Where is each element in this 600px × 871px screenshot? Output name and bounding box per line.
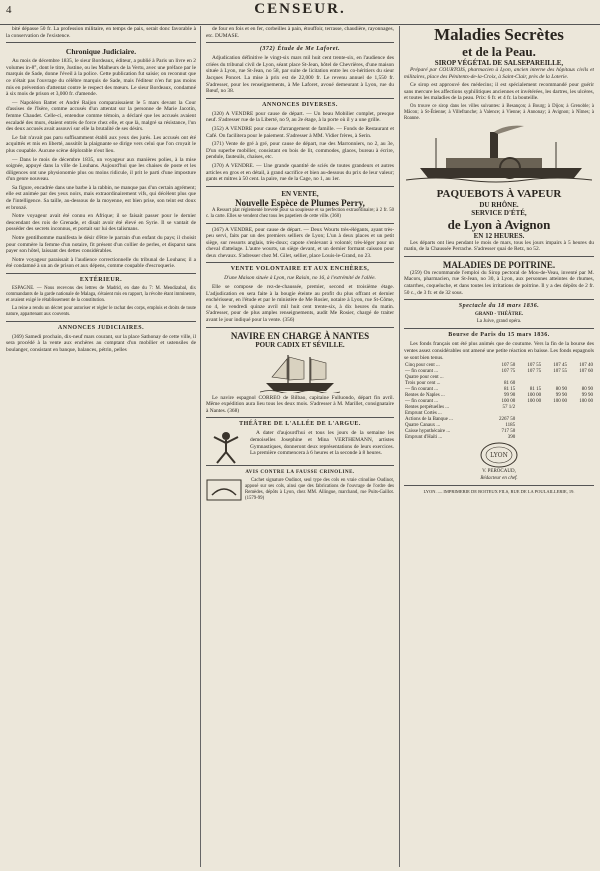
quote-label: Rentes de Naples ... xyxy=(405,393,445,399)
preparateur-text: Préparé par COURTOIS, pharmacien à Lyon, ancien interne des hôpitaux civils et militaires, place des Pénitents-de-la-Croix, à Saint-Clair, près de la Loterie. xyxy=(404,67,594,80)
sailing-ship-icon xyxy=(260,351,340,393)
exterieur-title: EXTÉRIEUR. xyxy=(79,277,123,283)
quote-label: Caisse hypothécaire ... xyxy=(405,429,451,435)
page-header xyxy=(0,0,600,25)
avis-title: AVIS CONTRE LA FAUSSE CRINOLINE. xyxy=(245,470,355,476)
quote-value: 107 55 xyxy=(527,363,542,369)
divider xyxy=(6,42,196,43)
quote-value: 100 00 xyxy=(553,399,568,405)
spectacle-date: Spectacle du 18 mars 1836. xyxy=(458,303,540,310)
chronique-paragraph: — Dans le mois de décembre 1835, un voyageur aux manières polies, à la mise soignée, appuyé dans la ville de Louhans. Aujourd'hui que les chaises de poste et les diligences ont une physionomie plus ou moins ridicule, il prit le parti d'une imposture d'un genre nouveau. xyxy=(6,156,196,183)
classified-ad: (352) A VENDRE pour cause d'arrangement de famille. — Fonds de Restaurant et Café. On facilitera pour le paiement. S'adresser à MM. Vidier frères, à Serin. xyxy=(206,125,394,139)
quote-value: 80 90 xyxy=(581,387,593,393)
poitrine-title: MALADIES DE POITRINE. xyxy=(442,259,556,270)
navire-subtitle: POUR CADIX ET SÉVILLE. xyxy=(255,340,345,349)
annonce-judiciaire-text: (369) Samedi prochain, dix-neuf mars courant, sur la place Sathonay de cette ville, il sera procédé à la vente aux enchères au comptant d'un mobilier et ustensiles de boulanger, consistant en banque, balances, pétrin, pelles xyxy=(6,333,196,353)
theatre-title: THÉÂTRE DE L'ALLÉE DE L'ARGUE. xyxy=(239,421,361,428)
quote-value: 107 50 xyxy=(501,363,516,369)
steamboat-icon xyxy=(406,124,592,186)
quote-value: 99 90 xyxy=(555,393,568,399)
quote-value: 2267 50 xyxy=(498,417,516,423)
collar-emblem-icon xyxy=(206,479,242,501)
quote-value: 107 75 xyxy=(501,369,516,375)
quote-value: 100 00 xyxy=(579,399,593,405)
divider xyxy=(404,299,594,300)
quote-value: 1185 xyxy=(505,423,516,429)
bourse-text: Les fonds français ont été plus animés que de coutume. Vers la fin de la bourse des ventes assez considérables ont amené une petite réaction en baisse. Les fonds espagnols se sont bien tenus. xyxy=(404,341,594,361)
quote-value: 717 50 xyxy=(501,429,516,435)
chronique-paragraph: Le fait n'avait pas paru suffisamment établi aux yeux des jurés. Les accusés ont été acquittés et mis en liberté, aussitôt la plaignante se dirige vers celui que l'on croyait le plus coupable. Aucune scène déplorable n'eut lieu. xyxy=(6,134,196,154)
imprint: LYON. — IMPRIMERIE DE BOITEUX FILS, RUE DE LA POULAILLERIE, 19. xyxy=(423,489,575,495)
route-text: Les départs ont lieu pendant le mois de mars, tous les jours impairs à 5 heures du matin, de la Chaussée Perrache. S'adresser quai de Retz, no 52. xyxy=(404,239,594,253)
quote-label: Actions de la Banque ... xyxy=(405,417,453,423)
quote-label: — fin courant ... xyxy=(405,369,439,375)
chronique-paragraph: Notre voyageur paraissait à l'audience correctionnelle du tribunal de Louhans; il a été condamné à un an de prison et aux dépens, comme coupable d'escroquerie. xyxy=(6,256,196,270)
column-2 xyxy=(206,26,394,867)
divider xyxy=(206,186,394,187)
quote-value: 100 00 xyxy=(527,393,542,399)
chronique-paragraph: Au mois de décembre 1835, le sieur Bordeaux, éditeur, a publié à Paris un livre en 2 volumes in-8°, dont le titre, Justine, ou les Malheurs de la Vertu, avec une préface par le marquis de Sade, donne l'éveil à la police. Cette publication fut saisie; on reconnut que ce n'était pas l'ouvrage du célèbre marquis de Sade, mais l'éditeur n'en fut pas moins mis en prévention d'attentat contre le respect des mœurs. Le sieur Bordeaux, condamné à six mois de prison et 3,000 fr. d'amende. xyxy=(6,58,196,98)
signature-role: Rédacteur en chef. xyxy=(480,475,518,481)
divider xyxy=(404,485,594,486)
route-title: de Lyon à Avignon xyxy=(447,216,551,232)
stock-quotes-table xyxy=(404,363,594,441)
paquebots-title: PAQUEBOTS À VAPEUR xyxy=(436,187,562,200)
maladies-subtitle: et de la Peau. xyxy=(462,44,536,59)
quote-value: 107 40 xyxy=(579,363,593,369)
quote-label: Cinq pour cent ... xyxy=(405,363,440,369)
quote-label: — fin courant ... xyxy=(405,399,439,405)
quote-value: 80 90 xyxy=(555,387,568,393)
column-rule xyxy=(399,26,400,867)
quote-value xyxy=(542,435,568,441)
quote-label: Emprunt d'Haïti ... xyxy=(405,435,443,441)
quote-value: 81 60 xyxy=(503,381,516,387)
quote-value: 99 90 xyxy=(581,393,593,399)
plumes-title: Nouvelle Espèce de Plumes Perry, xyxy=(235,197,365,208)
quote-label: Quatre pour cent ... xyxy=(405,375,444,381)
poitrine-text: (259) On recommande l'emploi du Sirop pectoral de Mou-de-Veau, inventé par M. Macors, pharmacien, rue St-Jean, no 30, à Lyon, aux personnes atteintes de rhumes, catarrhes, coqueluche, et dans toutes les irritations de poitrine. Il y a des dépôts de 2 fr. 50 c., de 3 fr. et de 32 sous. xyxy=(404,269,594,296)
divider xyxy=(206,417,394,418)
etude-text: Adjudication définitive le vingt-six mars mil huit cent trente-six, en l'audience des criées du tribunal civil de Lyon, séant place St-Jean, hôtel de Chevrières, d'une maison située à Lyon, rue St-Jean, no 58, par suite de licitation entre les co-héritiers du sieur Jacques Poncet. La mise à prix est de 22,000 fr. Le revenu annuel de 1,550 fr. S'adresser, pour les renseignements, à Me Laforet, avoué demeurant à Lyon, rue du Bœuf, no 38. xyxy=(206,55,394,95)
signature: V. PEROCAUD, xyxy=(482,469,516,475)
divider xyxy=(6,273,196,274)
divider xyxy=(404,328,594,329)
divider xyxy=(206,42,394,43)
quote-value: 100 00 xyxy=(501,399,516,405)
quote-label: Emprunt Cortès ... xyxy=(405,411,442,417)
annonces-diverses-title: ANNONCES DIVERSES. xyxy=(262,101,338,108)
continued-text: de four en fois et en fer, corbeilles à pain, étouffoir, terrasse, chaudière, rayonnages, etc. DUMASE. xyxy=(206,26,394,39)
depots-text: On trouve ce sirop dans les villes suivantes: à Besançon; à Bourg; à Dijon; à Grenoble; à Mâcon; à St-Étienne; à Villefranche; à Valence; à Vienne; à Annonay; à Avignon; à Nîmes; à Roanne. xyxy=(404,103,594,121)
quote-value: 81 15 xyxy=(529,387,542,393)
intro-text: bité dépasse 50 fr. La profession militaire, en temps de paix, serait donc favorable à la conservation de l'existence. xyxy=(6,26,196,39)
quote-value: 100 00 xyxy=(527,399,542,405)
chronique-title: Chronique Judiciaire. xyxy=(65,47,137,57)
column-rule xyxy=(200,26,201,867)
maladies-title: Maladies Secrètes xyxy=(434,26,564,44)
quote-label: Trois pour cent ... xyxy=(405,381,441,387)
quote-value: 107 45 xyxy=(553,363,568,369)
column-3 xyxy=(404,26,594,867)
service-label: SERVICE D'ÉTÉ, xyxy=(471,208,527,217)
quote-value: 57 1/2 xyxy=(502,405,516,411)
divider xyxy=(206,465,394,466)
etude-header: (372) Étude de Me Laforet. xyxy=(259,46,341,53)
quote-value: 390 xyxy=(507,435,516,441)
navire-title: NAVIRE EN CHARGE À NANTES xyxy=(230,330,370,341)
classified-ad: (370) A VENDRE. — Une grande quantité de sciés de toutes grandeurs et autres articles en gros et en détail, à grand sacrifice et bien au-dessous du prix de leur valeur; gants et mitres à 50 cent. la paire, rue de la Cage, no 1, au 1er. xyxy=(206,162,394,183)
acrobat-figure-icon xyxy=(206,431,246,465)
quote-label: Quatre Canaux ... xyxy=(405,423,441,429)
navire-text: Le navire espagnol CORREO de Bilbao, capitaine Fulluondo, départ fin avril. Même expédition aura lieu tous les deux mois. S'adresser à M. Marillet, consignataire à Nantes. (368) xyxy=(206,394,394,414)
theatre-name: GRAND - THÉÂTRE. xyxy=(474,312,524,318)
vente-title: VENTE VOLONTAIRE ET AUX ENCHÈRES, xyxy=(230,266,370,273)
quote-value: 81 15 xyxy=(503,387,516,393)
plumes-kicker: EN VENTE, xyxy=(281,189,319,198)
chronique-paragraph: Notre gentilhomme manifesta le désir d'être le parrain d'un enfant du pays; il choisit pour commère la femme d'un notaire, fit présent d'un collier de perles, et disparut sans payer son hôtel, laissant des dettes considérables. xyxy=(6,235,196,255)
quote-value: 107 75 xyxy=(527,369,542,375)
quote-value xyxy=(516,435,542,441)
quote-value xyxy=(568,435,594,441)
divider xyxy=(206,262,394,263)
vente-subtitle: D'une Maison située à Lyon, rue Raisin, no 16, à l'extrémité de l'allée. xyxy=(224,275,376,282)
divider xyxy=(206,327,394,328)
annonces-judiciaires-title: ANNONCES JUDICIAIRES. xyxy=(57,324,145,331)
bourse-title: Bourse de Paris du 15 mars 1836. xyxy=(448,332,550,339)
duration-label: EN 12 HEURES. xyxy=(473,231,525,240)
classified-ad: (371) Vente de gré à gré, pour cause de départ, rue des Marronniers, no 2, au 3e, D'un superbe mobilier, consistant en bois de lit, commodes, glaces, bureau à écrire, pendule, fauteuils, chaises, etc. xyxy=(206,141,394,161)
divider xyxy=(6,321,196,322)
sirop-title: SIROP VÉGÉTAL DE SALSEPAREILLE, xyxy=(434,59,564,67)
chronique-paragraph: — Napoléon Battet et André Raijon comparaissaient le 5 mars devant la Cour d'assises de l'Isère, comme accusés d'un attentat sur la personne de Marie Jacotin, femme Chaudet. Celle-ci, entendue comme témoin, a déclaré que les accusés avaient escaladé des murs, étaient entrés de force chez elle, et que là, malgré sa résistance, l'un des deux accusés avait assouvi sur elle la brutalité de ses désirs. xyxy=(6,99,196,133)
theatre-text: A dater d'aujourd'hui et tous les jours de la semaine les demoiselles Josephine et Mina VERTHEMANN, artistes Gymnastiques, donneront deux représentations de leurs exercices. La première commencera à 6 heures et la seconde à 8 heures. xyxy=(250,430,394,457)
quote-label: Rentes perpétuelles ... xyxy=(405,405,450,411)
avis-text: Cachet signature Oudinot, seul type des cols en vraie crinoline Oudinot, apposé sur ses cols, ainsi que des fabrications de l'ouvrage de l'ordre des Remèdes, dépôts à Lyon, chez MM. Allingue, marchand, rue Puits-Gaillot. (1579-99) xyxy=(245,478,394,502)
quote-value: 107 55 xyxy=(553,369,568,375)
divider xyxy=(206,98,394,99)
chronique-paragraph: Sa figure, encadrée dans une barbe à la rabbin, ne manque pas d'un certain agrément; elle est animée par des yeux noirs, mais extraordinairement vifs, qui décèlent plus que de l'intelligence. Sa taille, au-dessous de la moyenne, est bien prise, son teint est doux et bronzé. xyxy=(6,184,196,211)
chronique-paragraph: Notre voyageur avait été connu en Afrique; il se faisait passer pour le dernier descendant des rois de Grenade, et disait avoir été élevé en Syrie. Il se vantait de posséder des secrets inconnus, et portait sur lui des talismans. xyxy=(6,213,196,233)
vente-text: Elle se compose de rez-de-chaussée, premier, second et troisième étage. L'adjudication en sera faite à la bougie éteinte au profit du plus offrant et dernier enchérisseur, en l'étude et par le ministère de Me Rosier, notaire à Lyon, rue St-Côme, no 4, le vendredi quinze avril mil huit cent trente-six, à dix heures du matin. S'adresser, pour de plus amples renseignements, audit Me Rosier, chargé de traiter avant le jour indiqué pour la vente. (356) xyxy=(206,284,394,324)
quote-label: — fin courant ... xyxy=(405,387,439,393)
paquebots-subtitle: DU RHÔNE. xyxy=(479,200,519,209)
page-number: 4 xyxy=(6,4,12,16)
maladies-text: Ce sirop est approuvé des médecins; il est spécialement recommandé pour guérir sans mercure les affections syphilitiques anciennes et invétérées, les dartres, les ulcères, et toutes les maladies de la peau. Prix: 6 fr. et 4 fr. la bouteille. xyxy=(404,82,594,102)
stamp-text: LYON xyxy=(490,452,508,460)
exterieur-paragraph: ESPAGNE. — Nous recevons des lettres de Madrid, en date du 7: M. Mendizabal, dix commandants de la garde nationale de Malaga, s'étaient mis en rapport, la révolte étant imminente, et avaient exigé le rétablissement de la constitution. xyxy=(6,286,196,303)
plumes-text: A Ressort plat réglementé breveté pour sa souplesse et sa perfection extraordinaire; à 2 fr. 50 c. la carte. Elles se vendent chez tous les papetiers de cette ville. (360) xyxy=(206,207,394,219)
quote-value: 107 60 xyxy=(579,369,593,375)
exterieur-paragraph: La reine a rendu un décret pour autoriser et régler le rachat des corps, emplois et droits de toute nature, appartenant aux couvents. xyxy=(6,305,196,317)
masthead-title: CENSEUR. xyxy=(254,1,346,17)
column-1 xyxy=(6,26,196,867)
classified-ad: (367) A VENDRE, pour cause de départ. — Deux Wourts très-élégants, ayant très-peu servi, faits par un des premiers selliers de Lyon; L'un à deux places et un petit siège, sur ressorts anglais, très-doux; capote s'enlevant à volonté; très-léger pour un cheval d'attelage. L'autre wourts, un siège devant, et un dernier formant caisson pour deux chevaux. S'adresser chez M. Gilet, sellier, place Louis-le-Grand, no 23. xyxy=(206,226,394,259)
play-title: La Juive, grand opéra. xyxy=(476,318,522,324)
classified-ad: (320) A VENDRE pour cause de départ. — Un beau Mobilier complet, presque neuf. S'adresser rue de la Liberté, no 9, au 2e étage, à la porte où il y a une grille. xyxy=(206,110,394,124)
divider xyxy=(404,256,594,257)
divider xyxy=(206,223,394,224)
lyon-stamp-seal xyxy=(479,441,519,469)
quote-value: 99 90 xyxy=(503,393,516,399)
